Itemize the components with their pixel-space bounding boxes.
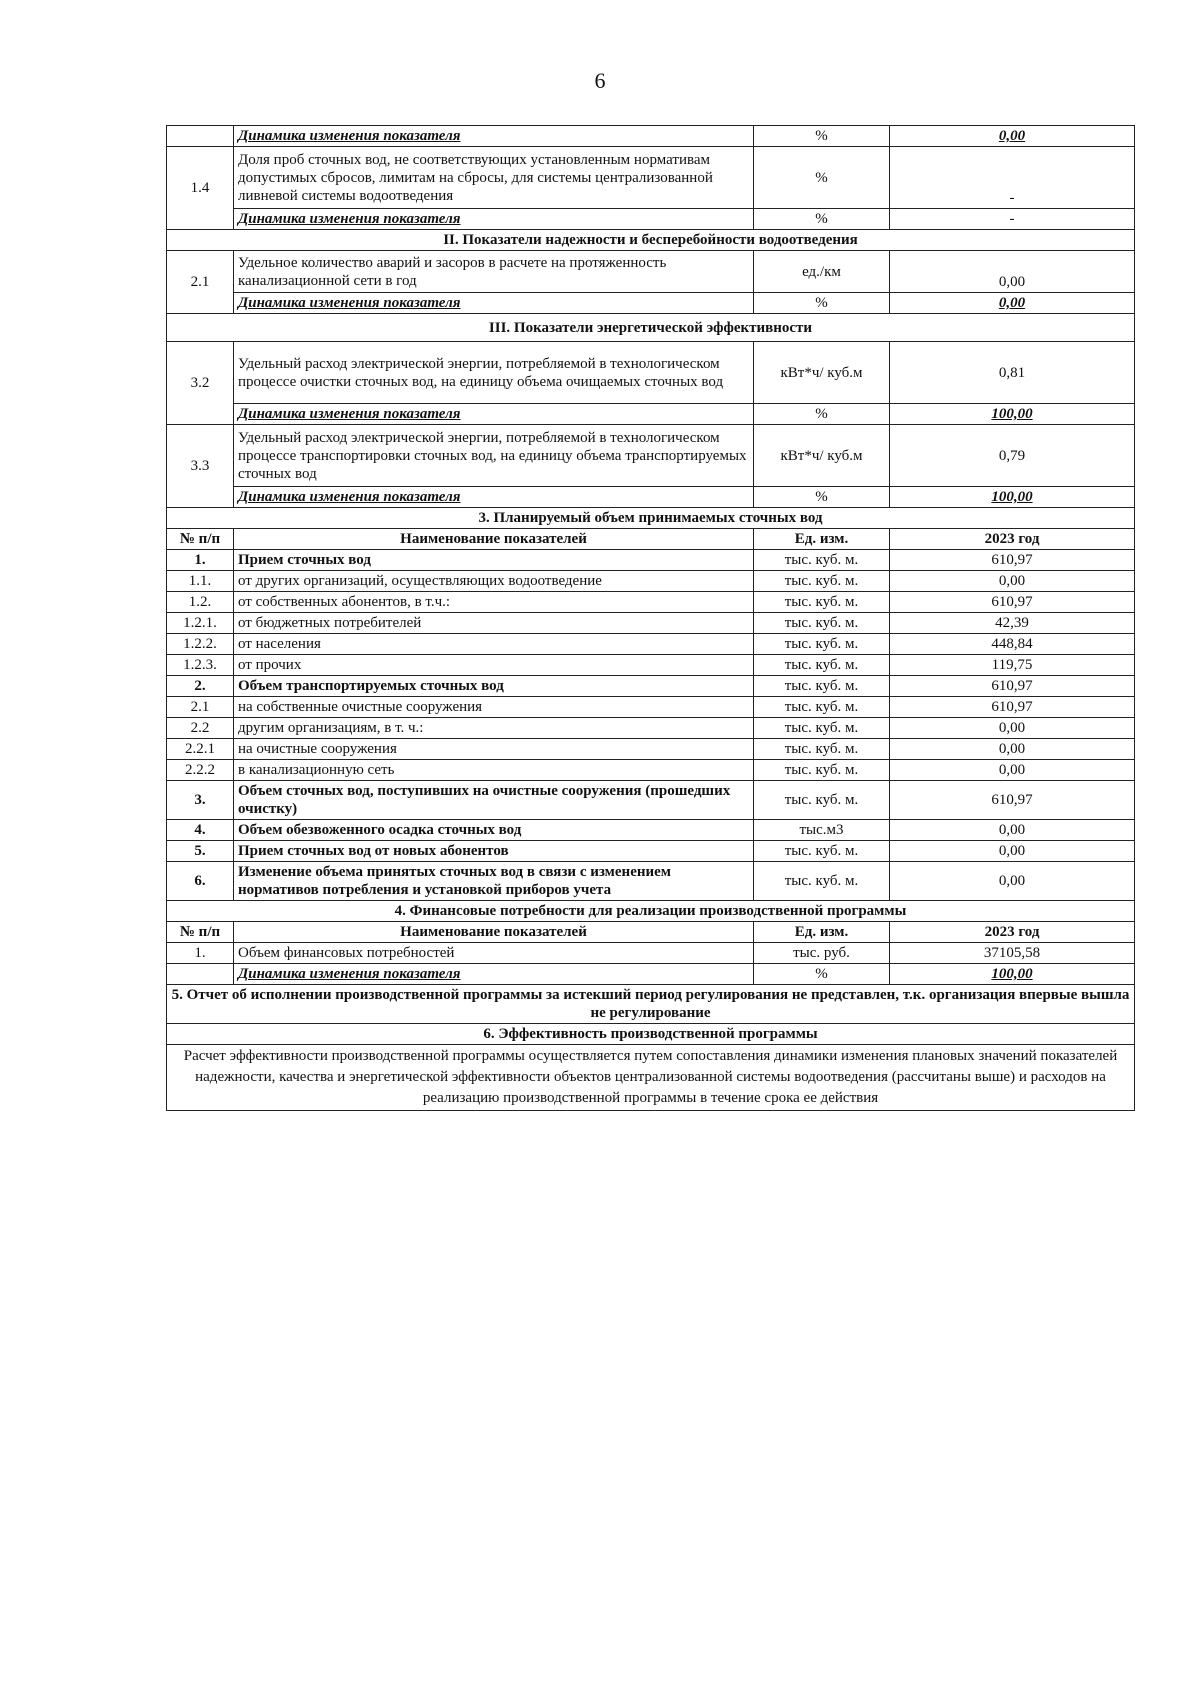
table-row (167, 342, 1135, 404)
row-unit: тыс. куб. м. (754, 862, 890, 901)
row-unit: ед./км (754, 251, 890, 293)
row-unit: % (754, 404, 890, 425)
row-number: 1.2.3. (167, 655, 234, 676)
row-number: 2. (167, 676, 234, 697)
row-value: 0,00 (890, 820, 1135, 841)
row-unit: % (754, 126, 890, 147)
section-heading (167, 230, 1135, 251)
row-name: Динамика изменения показателя (234, 404, 754, 425)
row-unit: тыс. куб. м. (754, 739, 890, 760)
row-number: 3.2 (167, 342, 234, 425)
row-number: 1.4 (167, 147, 234, 230)
row-number: 1.2.2. (167, 634, 234, 655)
row-unit: тыс.м3 (754, 820, 890, 841)
row-value: 42,39 (890, 613, 1135, 634)
header-num: № п/п (167, 529, 234, 550)
row-unit: тыс. куб. м. (754, 550, 890, 571)
header-year: 2023 год (890, 922, 1135, 943)
table-row (167, 293, 1135, 314)
section-5-title: 5. Отчет об исполнении производственной программы за истекший период регулирования не представлен, т.к. организация впервые вышла не регулирование (167, 985, 1135, 1024)
row-value: 0,00 (890, 739, 1135, 760)
section-3-volume-title: 3. Планируемый объем принимаемых сточных вод (167, 508, 1135, 529)
row-name: Удельное количество аварий и засоров в расчете на протяженность канализационной сети в год (234, 251, 754, 293)
row-value: 0,00 (890, 571, 1135, 592)
table-row (167, 760, 1135, 781)
table-row (167, 676, 1135, 697)
row-value: 0,00 (890, 251, 1135, 293)
row-name: Прием сточных вод (234, 550, 754, 571)
row-unit: % (754, 147, 890, 209)
row-number: 1.1. (167, 571, 234, 592)
row-number: 6. (167, 862, 234, 901)
section-3-title: III. Показатели энергетической эффективности (167, 314, 1135, 342)
header-name: Наименование показателей (234, 529, 754, 550)
row-name: от прочих (234, 655, 754, 676)
row-unit: тыс. куб. м. (754, 655, 890, 676)
header-num: № п/п (167, 922, 234, 943)
row-unit: тыс. куб. м. (754, 781, 890, 820)
row-name: Динамика изменения показателя (234, 487, 754, 508)
row-number: 1. (167, 550, 234, 571)
row-name: другим организациям, в т. ч.: (234, 718, 754, 739)
table-row (167, 487, 1135, 508)
row-number: 2.1 (167, 251, 234, 314)
row-value: 100,00 (890, 487, 1135, 508)
row-name: от собственных абонентов, в т.ч.: (234, 592, 754, 613)
row-name: Объем финансовых потребностей (234, 943, 754, 964)
row-value: 0,00 (890, 841, 1135, 862)
row-unit: тыс. куб. м. (754, 592, 890, 613)
row-name: в канализационную сеть (234, 760, 754, 781)
row-value: - (890, 147, 1135, 209)
table-row (167, 655, 1135, 676)
row-unit: % (754, 487, 890, 508)
table-row (167, 862, 1135, 901)
section-heading (167, 1024, 1135, 1045)
table-row (167, 739, 1135, 760)
page-number: 6 (594, 68, 606, 93)
section-heading (167, 901, 1135, 922)
row-value: 0,79 (890, 425, 1135, 487)
table-row (167, 550, 1135, 571)
row-name: Удельный расход электрической энергии, потребляемой в технологическом процессе транспортировки сточных вод, на единицу объема транспортируемых сточных вод (234, 425, 754, 487)
row-value: 0,00 (890, 760, 1135, 781)
row-name: Динамика изменения показателя (234, 126, 754, 147)
row-unit: % (754, 293, 890, 314)
row-unit: тыс. куб. м. (754, 634, 890, 655)
row-name: на собственные очистные сооружения (234, 697, 754, 718)
row-value: 0,00 (890, 293, 1135, 314)
row-value: 0,81 (890, 342, 1135, 404)
table-row (167, 964, 1135, 985)
table-row (167, 820, 1135, 841)
row-number: 2.2.1 (167, 739, 234, 760)
table-row (167, 841, 1135, 862)
section-6-text: Расчет эффективности производственной программы осуществляется путем сопоставления динамики изменения плановых значений показателей надежности, качества и энергетической эффективности объектов централизованной системы водоотведения (рассчитаны выше) и расходов на реализацию производственной программы в течение срока ее действия (167, 1045, 1135, 1111)
paragraph-row (167, 1045, 1135, 1111)
row-name: Динамика изменения показателя (234, 964, 754, 985)
row-unit: тыс. куб. м. (754, 571, 890, 592)
row-name: Динамика изменения показателя (234, 209, 754, 230)
row-name: Динамика изменения показателя (234, 293, 754, 314)
table-row (167, 781, 1135, 820)
row-value: 610,97 (890, 697, 1135, 718)
header-year: 2023 год (890, 529, 1135, 550)
table-header (167, 529, 1135, 550)
row-unit: кВт*ч/ куб.м (754, 425, 890, 487)
row-name: Доля проб сточных вод, не соответствующих установленным нормативам допустимых сбросов, лимитам на сбросы, для системы централизованной ливневой системы водоотведения (234, 147, 754, 209)
table-row (167, 147, 1135, 209)
row-name: Объем транспортируемых сточных вод (234, 676, 754, 697)
header-unit: Ед. изм. (754, 922, 890, 943)
indicators-table (166, 125, 1135, 1111)
row-name: Объем обезвоженного осадка сточных вод (234, 820, 754, 841)
row-unit: % (754, 964, 890, 985)
row-value: 100,00 (890, 964, 1135, 985)
row-value: 610,97 (890, 676, 1135, 697)
volume-rows (167, 550, 1135, 901)
row-value: 0,00 (890, 862, 1135, 901)
row-number: 2.1 (167, 697, 234, 718)
row-name: Удельный расход электрической энергии, потребляемой в технологическом процессе очистки сточных вод, на единицу объема очищаемых сточных вод (234, 342, 754, 404)
section-heading (167, 314, 1135, 342)
table-row (167, 634, 1135, 655)
row-unit: кВт*ч/ куб.м (754, 342, 890, 404)
header-name: Наименование показателей (234, 922, 754, 943)
row-value: 100,00 (890, 404, 1135, 425)
row-unit: тыс. куб. м. (754, 760, 890, 781)
row-value: 0,00 (890, 718, 1135, 739)
row-value: 119,75 (890, 655, 1135, 676)
row-unit: % (754, 209, 890, 230)
row-unit: тыс. куб. м. (754, 676, 890, 697)
row-number (167, 964, 234, 985)
row-value: 610,97 (890, 550, 1135, 571)
row-number: 3. (167, 781, 234, 820)
row-number: 1.2.1. (167, 613, 234, 634)
row-number: 1.2. (167, 592, 234, 613)
table-row (167, 592, 1135, 613)
table-row (167, 209, 1135, 230)
table-row (167, 943, 1135, 964)
section-heading (167, 508, 1135, 529)
row-value: - (890, 209, 1135, 230)
table-row (167, 425, 1135, 487)
header-unit: Ед. изм. (754, 529, 890, 550)
row-name: Объем сточных вод, поступивших на очистные сооружения (прошедших очистку) (234, 781, 754, 820)
table-row (167, 404, 1135, 425)
row-name: от бюджетных потребителей (234, 613, 754, 634)
row-unit: тыс. руб. (754, 943, 890, 964)
row-unit: тыс. куб. м. (754, 613, 890, 634)
section-6-title: 6. Эффективность производственной программы (167, 1024, 1135, 1045)
row-number: 3.3 (167, 425, 234, 508)
row-number: 1. (167, 943, 234, 964)
table-row (167, 251, 1135, 293)
section-2-title: II. Показатели надежности и бесперебойности водоотведения (167, 230, 1135, 251)
row-value: 610,97 (890, 592, 1135, 613)
row-number: 2.2 (167, 718, 234, 739)
row-number: 5. (167, 841, 234, 862)
row-name: от населения (234, 634, 754, 655)
row-name: от других организаций, осуществляющих водоотведение (234, 571, 754, 592)
row-value: 448,84 (890, 634, 1135, 655)
row-number: 2.2.2 (167, 760, 234, 781)
row-name: Прием сточных вод от новых абонентов (234, 841, 754, 862)
table-row (167, 126, 1135, 147)
row-unit: тыс. куб. м. (754, 841, 890, 862)
section-heading (167, 985, 1135, 1024)
row-name: Изменение объема принятых сточных вод в связи с изменением нормативов потребления и установкой приборов учета (234, 862, 754, 901)
table-row (167, 697, 1135, 718)
table-row (167, 571, 1135, 592)
table-row (167, 613, 1135, 634)
row-value: 37105,58 (890, 943, 1135, 964)
row-number: 4. (167, 820, 234, 841)
row-unit: тыс. куб. м. (754, 718, 890, 739)
row-value: 0,00 (890, 126, 1135, 147)
row-number (167, 126, 234, 147)
table-row (167, 718, 1135, 739)
row-name: на очистные сооружения (234, 739, 754, 760)
table-header (167, 922, 1135, 943)
section-4-title: 4. Финансовые потребности для реализации производственной программы (167, 901, 1135, 922)
row-value: 610,97 (890, 781, 1135, 820)
row-unit: тыс. куб. м. (754, 697, 890, 718)
